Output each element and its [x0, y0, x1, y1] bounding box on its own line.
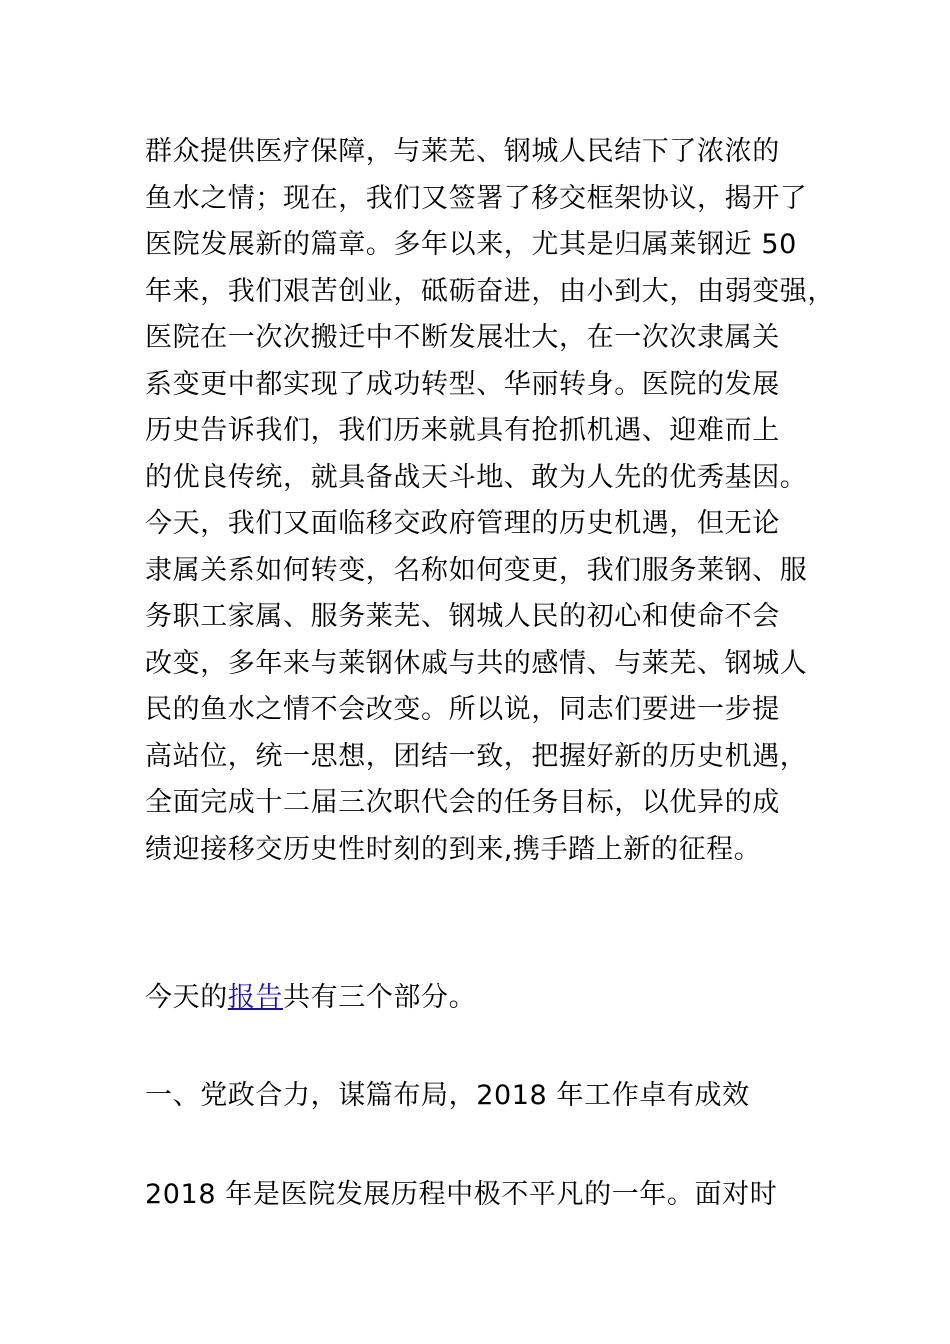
paragraph-line: 改变，多年来与莱钢休戚与共的感情、与莱芜、钢城人 — [145, 647, 808, 679]
paragraph-line: 群众提供医疗保障，与莱芜、钢城人民结下了浓浓的 — [145, 136, 780, 167]
paragraph-line: 全面完成十二届三次职代会的任务目标，以优异的成 — [145, 787, 780, 818]
report-link[interactable]: 报告 — [227, 982, 284, 1013]
paragraph-line: 隶属关系如何转变，名称如何变更，我们服务莱钢、服 — [145, 554, 808, 586]
paragraph-first-line: 2018 年是医院发展历程中极不平凡的一年。面对时 — [145, 1179, 778, 1210]
paragraph-line: 历史告诉我们，我们历来就具有抢抓机遇、迎难而上 — [145, 415, 780, 446]
body-paragraph — [145, 129, 835, 873]
paragraph-line: 系变更中都实现了成功转型、华丽转身。医院的发展 — [145, 368, 780, 400]
paragraph-line: 医院在一次次搬迁中不断发展壮大，在一次次隶属关 — [145, 322, 780, 353]
paragraph-line: 绩迎接移交历史性时刻的到来,携手踏上新的征程。 — [145, 833, 762, 865]
paragraph-line: 年来，我们艰苦创业，砥砺奋进，由小到大，由弱变强， — [145, 275, 835, 307]
paragraph-line: 医院发展新的篇章。多年以来，尤其是归属莱钢近 50 — [145, 229, 797, 260]
paragraph-line: 今天，我们又面临移交政府管理的历史机遇，但无论 — [145, 508, 780, 539]
paragraph-line: 务职工家属、服务莱芜、钢城人民的初心和使命不会 — [145, 601, 780, 632]
paragraph-line: 民的鱼水之情不会改变。所以说，同志们要进一步提 — [145, 694, 780, 725]
section-heading: 一、党政合力，谋篇布局，2018 年工作卓有成效 — [145, 1080, 750, 1111]
paragraph-line: 的优良传统，就具备战天斗地、敢为人先的优秀基因。 — [145, 461, 808, 493]
report-intro-prefix: 今天的 — [145, 982, 228, 1013]
report-intro-suffix: 共有三个部分。 — [283, 982, 477, 1013]
paragraph-line: 鱼水之情；现在，我们又签署了移交框架协议，揭开了 — [145, 182, 808, 214]
paragraph-line: 高站位，统一思想，团结一致，把握好新的历史机遇， — [145, 740, 808, 772]
report-intro-line — [145, 975, 810, 1021]
